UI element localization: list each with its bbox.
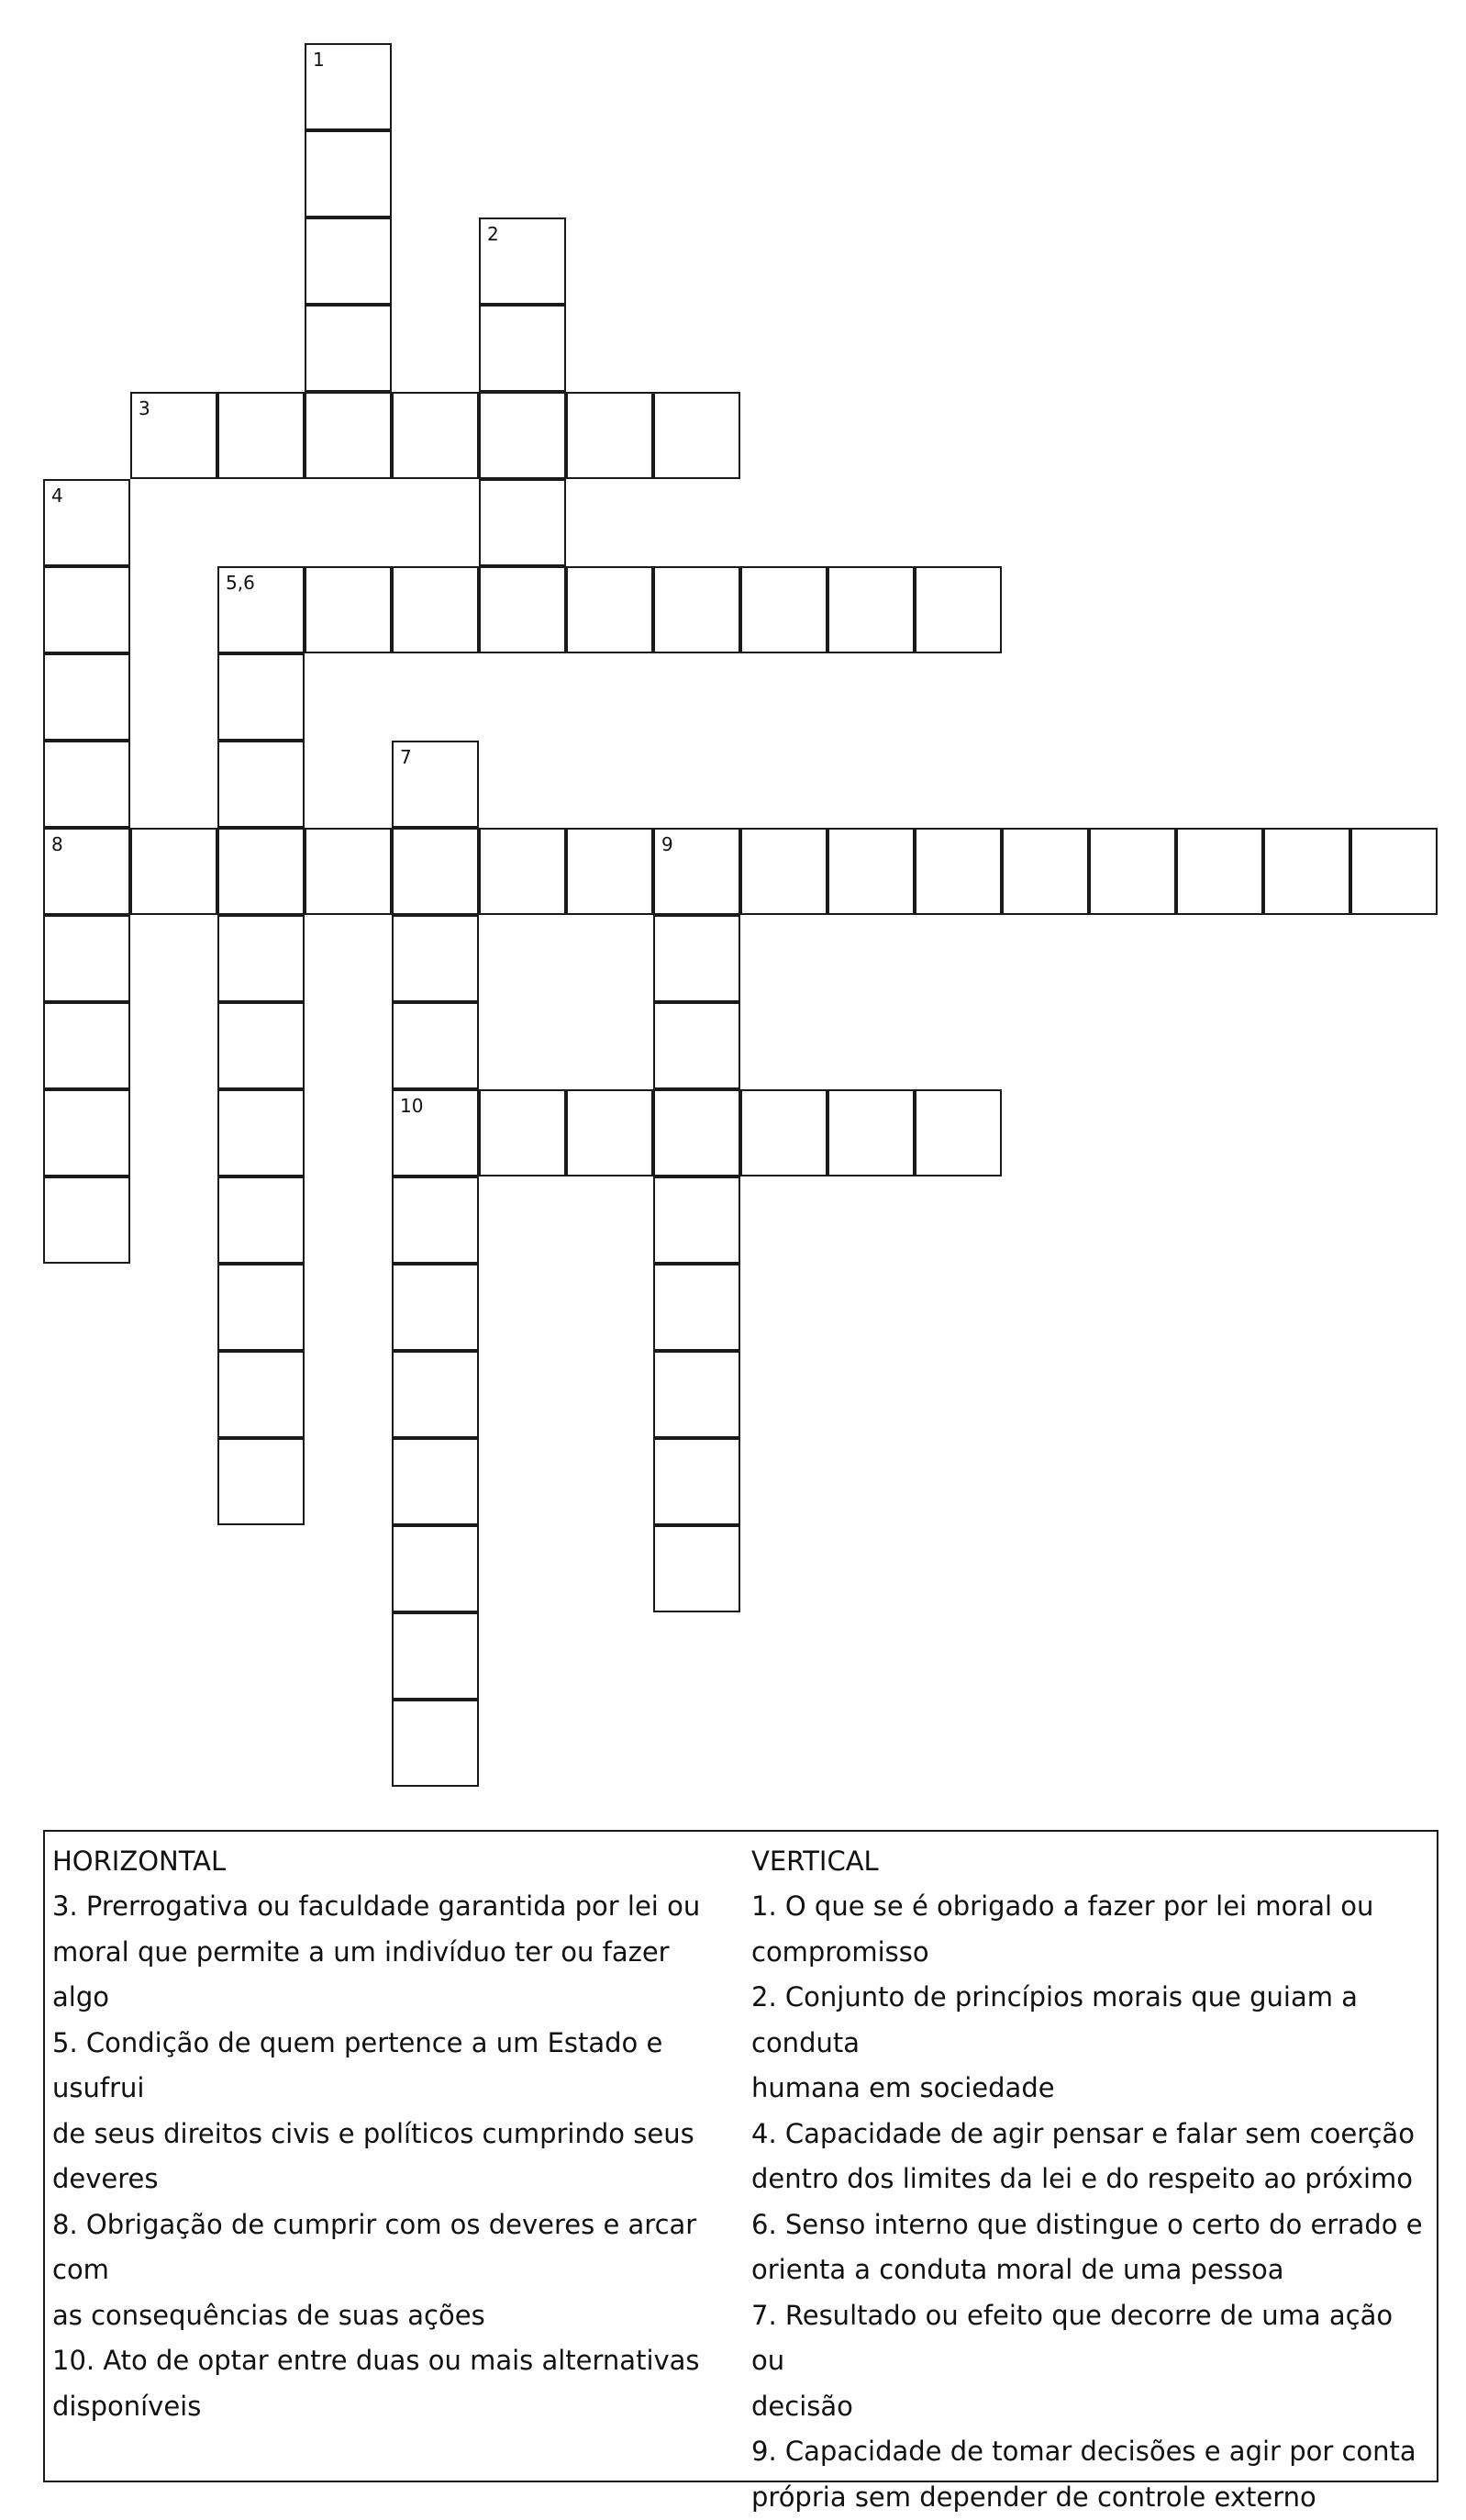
clue-number: 2 [487, 225, 499, 243]
crossword-cell[interactable] [130, 392, 217, 479]
crossword-cell[interactable] [392, 1700, 479, 1787]
crossword-cell[interactable] [392, 1351, 479, 1438]
crossword-cell[interactable] [43, 1176, 130, 1264]
clue-line: disponíveis [52, 2384, 713, 2430]
clue-line: 2. Conjunto de princípios morais que guiam a conduta [751, 1975, 1426, 2066]
crossword-cell[interactable] [479, 1089, 566, 1176]
crossword-cell[interactable] [479, 479, 566, 566]
crossword-cell[interactable] [827, 828, 915, 915]
crossword-cell[interactable] [305, 566, 392, 653]
crossword-cell[interactable] [392, 1438, 479, 1525]
crossword-cell[interactable] [392, 1176, 479, 1264]
crossword-cell[interactable] [305, 392, 392, 479]
crossword-cell[interactable] [653, 1351, 740, 1438]
crossword-cell[interactable] [653, 828, 740, 915]
crossword-cell[interactable] [217, 915, 305, 1002]
clue-line: as consequências de suas ações [52, 2293, 713, 2339]
horizontal-clues [52, 1839, 713, 2429]
clue-line: moral que permite a um indivíduo ter ou fazer algo [52, 1930, 713, 2021]
clue-line: 9. Capacidade de tomar decisões e agir por conta [751, 2429, 1426, 2475]
crossword-cell[interactable] [392, 1089, 479, 1176]
crossword-cell[interactable] [1176, 828, 1263, 915]
crossword-cell[interactable] [566, 1089, 653, 1176]
crossword-cell[interactable] [479, 217, 566, 305]
clue-line: 4. Capacidade de agir pensar e falar sem coerção [751, 2112, 1426, 2158]
crossword-cell[interactable] [392, 1525, 479, 1612]
crossword-cell[interactable] [566, 566, 653, 653]
crossword-cell[interactable] [915, 1089, 1002, 1176]
crossword-cell[interactable] [217, 828, 305, 915]
vertical-clues [751, 1839, 1426, 2520]
crossword-cell[interactable] [217, 741, 305, 828]
clue-line: 8. Obrigação de cumprir com os deveres e arcar com [52, 2202, 713, 2293]
crossword-cell[interactable] [653, 566, 740, 653]
clues-panel [43, 1830, 1438, 2482]
crossword-cell[interactable] [653, 1176, 740, 1264]
clue-line: 10. Ato de optar entre duas ou mais alternativas [52, 2338, 713, 2384]
crossword-cell[interactable] [217, 1351, 305, 1438]
crossword-cell[interactable] [827, 566, 915, 653]
crossword-cell[interactable] [740, 1089, 827, 1176]
crossword-cell[interactable] [1002, 828, 1089, 915]
crossword-cell[interactable] [653, 1438, 740, 1525]
clue-line: 3. Prerrogativa ou faculdade garantida por lei ou [52, 1884, 713, 1930]
clue-line: dentro dos limites da lei e do respeito ao próximo [751, 2157, 1426, 2202]
crossword-cell[interactable] [566, 828, 653, 915]
clue-number: 5,6 [226, 574, 255, 592]
crossword-cell[interactable] [217, 1438, 305, 1525]
crossword-cell[interactable] [217, 392, 305, 479]
clue-line: 5. Condição de quem pertence a um Estado e usufrui [52, 2021, 713, 2112]
crossword-cell[interactable] [915, 828, 1002, 915]
crossword-cell[interactable] [653, 1002, 740, 1089]
crossword-cell[interactable] [43, 741, 130, 828]
crossword-cell[interactable] [217, 566, 305, 653]
crossword-cell[interactable] [566, 392, 653, 479]
clue-line: decisão [751, 2384, 1426, 2430]
crossword-cell[interactable] [392, 566, 479, 653]
crossword-cell[interactable] [217, 1089, 305, 1176]
crossword-cell[interactable] [479, 392, 566, 479]
clue-line: 7. Resultado ou efeito que decorre de uma ação ou [751, 2293, 1426, 2384]
crossword-cell[interactable] [305, 130, 392, 217]
clue-line: própria sem depender de controle externo [751, 2475, 1426, 2520]
crossword-cell[interactable] [43, 479, 130, 566]
crossword-cell[interactable] [740, 566, 827, 653]
clue-number: 4 [51, 486, 63, 505]
clue-line: orienta a conduta moral de uma pessoa [751, 2247, 1426, 2293]
crossword-cell[interactable] [479, 566, 566, 653]
crossword-cell[interactable] [305, 217, 392, 305]
crossword-cell[interactable] [43, 1089, 130, 1176]
crossword-cell[interactable] [1263, 828, 1350, 915]
crossword-cell[interactable] [217, 1176, 305, 1264]
crossword-cell[interactable] [653, 1264, 740, 1351]
clue-line: 1. O que se é obrigado a fazer por lei moral ou [751, 1884, 1426, 1930]
crossword-cell[interactable] [305, 828, 392, 915]
crossword-cell[interactable] [217, 1002, 305, 1089]
crossword-cell[interactable] [392, 1264, 479, 1351]
clue-number: 9 [661, 835, 673, 853]
crossword-cell[interactable] [653, 392, 740, 479]
crossword-cell[interactable] [305, 43, 392, 130]
horizontal-heading: HORIZONTAL [52, 1839, 713, 1884]
clue-number: 3 [139, 399, 150, 418]
crossword-cell[interactable] [653, 1525, 740, 1612]
crossword-cell[interactable] [827, 1089, 915, 1176]
crossword-cell[interactable] [43, 915, 130, 1002]
crossword-cell[interactable] [653, 915, 740, 1002]
crossword-cell[interactable] [43, 828, 130, 915]
crossword-cell[interactable] [1089, 828, 1176, 915]
crossword-cell[interactable] [392, 392, 479, 479]
crossword-cell[interactable] [392, 1612, 479, 1700]
crossword-cell[interactable] [1350, 828, 1438, 915]
crossword-cell[interactable] [740, 828, 827, 915]
clue-line: deveres [52, 2157, 713, 2202]
vertical-heading: VERTICAL [751, 1839, 1426, 1884]
crossword-cell[interactable] [217, 653, 305, 741]
crossword-cell[interactable] [392, 915, 479, 1002]
clue-number: 1 [313, 50, 325, 69]
crossword-cell[interactable] [392, 828, 479, 915]
clue-number: 8 [51, 835, 63, 853]
crossword-cell[interactable] [915, 566, 1002, 653]
clue-number: 10 [400, 1097, 423, 1115]
crossword-cell[interactable] [43, 1002, 130, 1089]
crossword-cell[interactable] [305, 305, 392, 392]
clue-line: compromisso [751, 1930, 1426, 1976]
crossword-cell[interactable] [479, 305, 566, 392]
clue-line: de seus direitos civis e políticos cumprindo seus [52, 2112, 713, 2158]
crossword-cell[interactable] [653, 1089, 740, 1176]
crossword-cell[interactable] [217, 1264, 305, 1351]
crossword-cell[interactable] [43, 653, 130, 741]
clue-line: humana em sociedade [751, 2066, 1426, 2112]
crossword-cell[interactable] [392, 741, 479, 828]
crossword-cell[interactable] [130, 828, 217, 915]
crossword-cell[interactable] [392, 1002, 479, 1089]
clue-line: 6. Senso interno que distingue o certo do errado e [751, 2202, 1426, 2248]
crossword-cell[interactable] [43, 566, 130, 653]
crossword-cell[interactable] [479, 828, 566, 915]
clue-number: 7 [400, 748, 412, 766]
